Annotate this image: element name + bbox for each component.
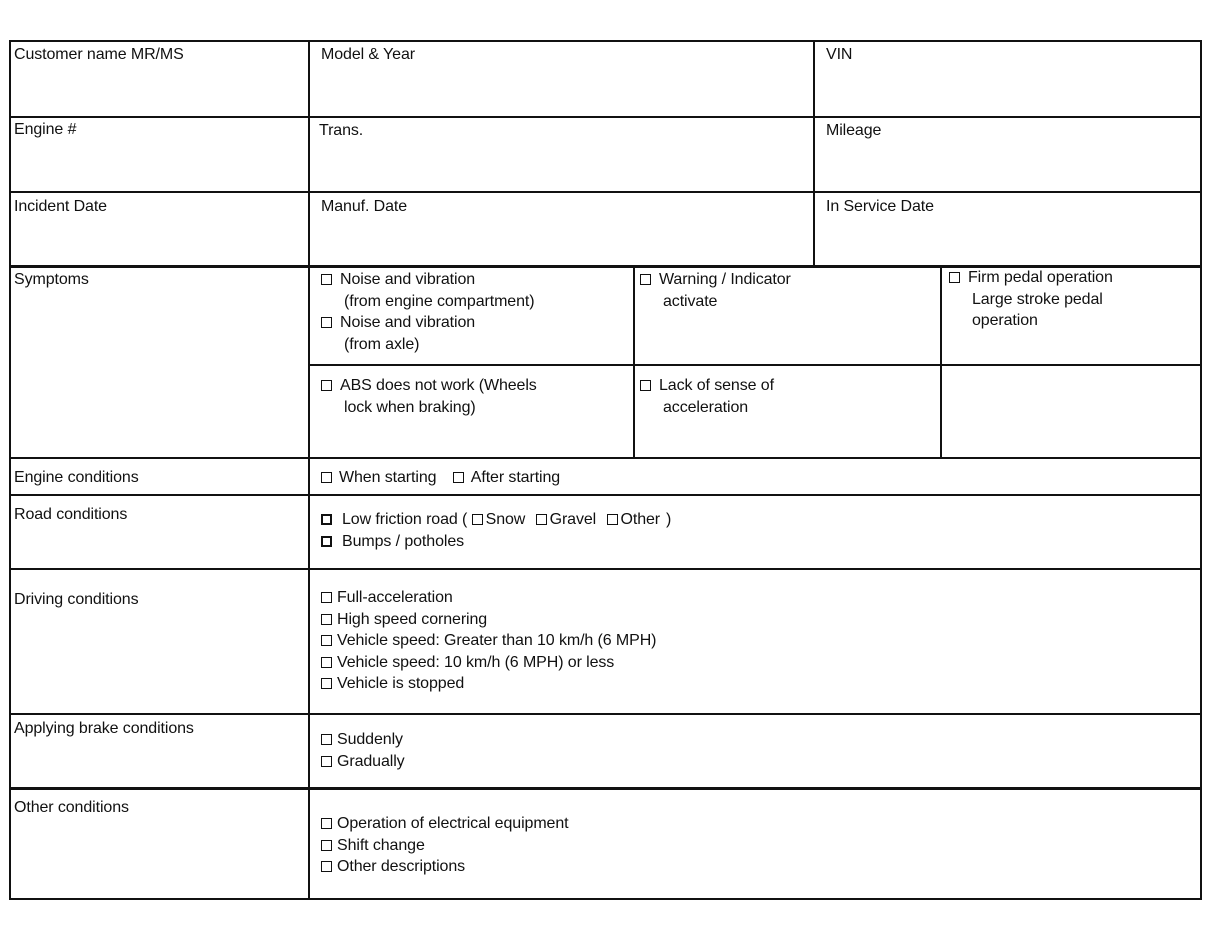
checkbox-icon[interactable] xyxy=(607,514,618,525)
checkbox-icon[interactable] xyxy=(949,272,960,283)
symptom-lack-acceleration[interactable]: Lack of sense of acceleration xyxy=(640,375,774,418)
column-divider xyxy=(633,266,635,458)
column-divider xyxy=(940,266,942,458)
option-suddenly[interactable]: Suddenly xyxy=(321,729,405,751)
transmission-label: Trans. xyxy=(319,122,364,139)
checkbox-icon[interactable] xyxy=(453,472,464,483)
option-speed-greater-10[interactable]: Vehicle speed: Greater than 10 km/h (6 MPH) xyxy=(321,630,656,652)
model-year-label: Model & Year xyxy=(321,46,415,63)
brake-conditions-label: Applying brake conditions xyxy=(14,720,194,737)
checkbox-icon[interactable] xyxy=(321,536,332,547)
manuf-date-label: Manuf. Date xyxy=(321,198,408,215)
other-conditions-label: Other conditions xyxy=(14,799,129,816)
option-electrical-equipment[interactable]: Operation of electrical equipment xyxy=(321,813,569,835)
symptom-noise-axle[interactable]: Noise and vibration (from axle) xyxy=(321,312,475,355)
row-divider xyxy=(11,191,1201,193)
option-other[interactable]: Other xyxy=(607,511,661,528)
option-shift-change[interactable]: Shift change xyxy=(321,835,569,857)
road-conditions-options xyxy=(321,509,671,552)
checkbox-icon[interactable] xyxy=(321,678,332,689)
checkbox-icon[interactable] xyxy=(321,380,332,391)
road-conditions-label: Road conditions xyxy=(14,506,128,523)
option-after-starting[interactable]: After starting xyxy=(453,469,560,486)
vin-label: VIN xyxy=(826,46,853,63)
checkbox-icon[interactable] xyxy=(321,861,332,872)
option-high-speed-cornering[interactable]: High speed cornering xyxy=(321,609,656,631)
row-divider xyxy=(11,116,1201,118)
symptom-abs[interactable]: ABS does not work (Wheels lock when braking) xyxy=(321,375,537,418)
option-vehicle-stopped[interactable]: Vehicle is stopped xyxy=(321,673,656,695)
option-other-descriptions[interactable]: Other descriptions xyxy=(321,856,569,878)
checkbox-icon[interactable] xyxy=(472,514,483,525)
checkbox-icon[interactable] xyxy=(321,614,332,625)
option-gradually[interactable]: Gradually xyxy=(321,751,405,773)
driving-conditions-options xyxy=(321,587,656,695)
option-full-acceleration[interactable]: Full-acceleration xyxy=(321,587,656,609)
other-conditions-options xyxy=(321,813,569,878)
incident-date-label: Incident Date xyxy=(14,198,107,215)
option-gravel[interactable]: Gravel xyxy=(536,511,597,528)
checkbox-icon[interactable] xyxy=(321,514,332,525)
row-divider xyxy=(308,364,1201,366)
mileage-label: Mileage xyxy=(826,122,882,139)
column-divider xyxy=(813,42,815,266)
checkbox-icon[interactable] xyxy=(321,592,332,603)
checkbox-icon[interactable] xyxy=(321,274,332,285)
engine-number-label: Engine # xyxy=(14,121,77,138)
option-speed-10-or-less[interactable]: Vehicle speed: 10 km/h (6 MPH) or less xyxy=(321,652,656,674)
engine-conditions-label: Engine conditions xyxy=(14,469,139,486)
checkbox-icon[interactable] xyxy=(321,657,332,668)
engine-conditions-options xyxy=(321,467,560,489)
row-divider xyxy=(11,494,1201,496)
row-divider xyxy=(11,457,1201,459)
checkbox-icon[interactable] xyxy=(321,317,332,328)
diagnostic-worksheet xyxy=(9,40,1202,900)
checkbox-icon[interactable] xyxy=(640,380,651,391)
option-bumps-potholes[interactable]: Bumps / potholes xyxy=(321,531,671,553)
checkbox-icon[interactable] xyxy=(321,818,332,829)
symptom-warning-indicator[interactable]: Warning / Indicator activate xyxy=(640,269,791,312)
checkbox-icon[interactable] xyxy=(321,756,332,767)
option-snow[interactable]: Snow xyxy=(472,511,526,528)
checkbox-icon[interactable] xyxy=(321,472,332,483)
row-divider xyxy=(11,713,1201,715)
row-divider xyxy=(11,787,1201,790)
checkbox-icon[interactable] xyxy=(321,840,332,851)
customer-name-label: Customer name MR/MS xyxy=(14,46,184,63)
brake-conditions-options xyxy=(321,729,405,772)
driving-conditions-label: Driving conditions xyxy=(14,591,139,608)
checkbox-icon[interactable] xyxy=(640,274,651,285)
symptoms-label: Symptoms xyxy=(14,271,89,288)
checkbox-icon[interactable] xyxy=(321,734,332,745)
symptom-pedal-operation[interactable]: Firm pedal operation Large stroke pedal operation xyxy=(949,267,1113,332)
symptom-noise-engine[interactable]: Noise and vibration (from engine compartment) xyxy=(321,269,534,312)
column-divider xyxy=(308,42,310,899)
option-low-friction-road[interactable]: Low friction road ( Snow Gravel Other ) xyxy=(321,509,671,531)
option-when-starting[interactable]: When starting xyxy=(321,469,436,486)
in-service-date-label: In Service Date xyxy=(826,198,934,215)
checkbox-icon[interactable] xyxy=(536,514,547,525)
checkbox-icon[interactable] xyxy=(321,635,332,646)
row-divider xyxy=(11,568,1201,570)
